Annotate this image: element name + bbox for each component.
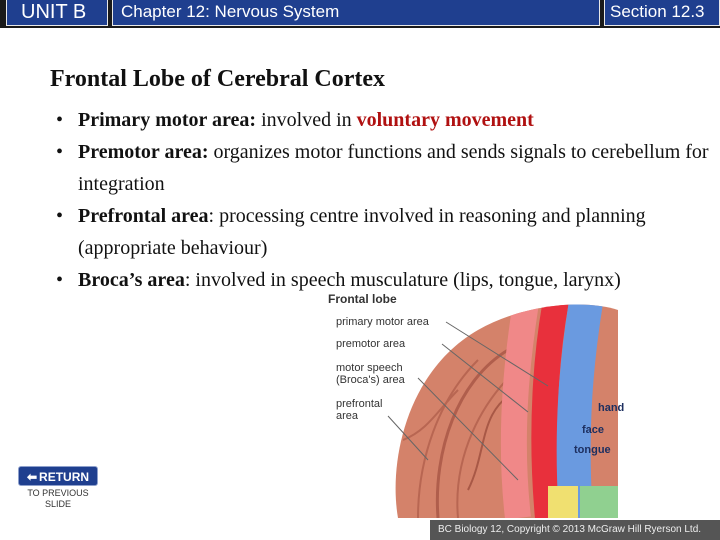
body-label-face: face xyxy=(582,424,605,436)
return-caption-line2: SLIDE xyxy=(44,499,71,509)
bullet-item xyxy=(56,104,716,136)
body-label-hand: hand xyxy=(598,402,625,414)
slide-title: Frontal Lobe of Cerebral Cortex xyxy=(50,66,386,92)
bullet-text: : processing centre involved in reasoning and planning (appropriate behaviour) xyxy=(78,205,646,259)
return-caption xyxy=(18,488,98,510)
bullet-dot: • xyxy=(56,269,64,291)
return-label: RETURN xyxy=(39,470,90,484)
figure-label: area xyxy=(336,410,359,422)
section-label: Section 12.3 xyxy=(610,2,705,21)
bullet-text: : involved in speech musculature (lips, tongue, larynx) xyxy=(184,269,621,291)
bullet-text: involved in xyxy=(256,109,357,131)
section-tab xyxy=(604,0,720,26)
frontal-lobe-figure xyxy=(318,290,720,518)
figure-label: prefrontal xyxy=(336,398,383,410)
figure-label: primary motor area xyxy=(336,316,429,328)
figure-label: (Broca's) area xyxy=(336,374,405,386)
unit-tab xyxy=(6,0,108,26)
bullet-term: Premotor area: xyxy=(78,141,209,163)
return-caption-line1: TO PREVIOUS xyxy=(27,488,89,498)
bullet-term: Primary motor area: xyxy=(78,109,257,131)
bullet-dot: • xyxy=(56,205,64,227)
bullet-item xyxy=(56,200,716,264)
bullet-dot: • xyxy=(56,109,64,131)
copyright-footer: BC Biology 12, Copyright © 2013 McGraw Hill Ryerson Ltd. xyxy=(430,520,720,540)
figure-label: premotor area xyxy=(336,338,406,350)
bullet-item xyxy=(56,136,716,200)
bullet-highlight: voluntary movement xyxy=(356,109,534,131)
bullet-term: Prefrontal area xyxy=(78,205,209,227)
return-button[interactable] xyxy=(18,466,98,486)
body-label-tongue: tongue xyxy=(574,444,611,456)
figure-heading: Frontal lobe xyxy=(328,292,397,306)
figure-label: motor speech xyxy=(336,362,403,374)
chapter-tab xyxy=(112,0,600,26)
bullet-term: Broca’s area xyxy=(78,269,185,291)
bullet-text: organizes motor functions and sends signals to cerebellum for integration xyxy=(78,141,709,195)
bullet-list xyxy=(56,104,716,296)
return-arrow-icon: ⬅ xyxy=(26,470,38,484)
bullet-dot: • xyxy=(56,141,64,163)
chapter-label: Chapter 12: Nervous System xyxy=(121,2,340,21)
unit-label: UNIT B xyxy=(21,1,87,23)
